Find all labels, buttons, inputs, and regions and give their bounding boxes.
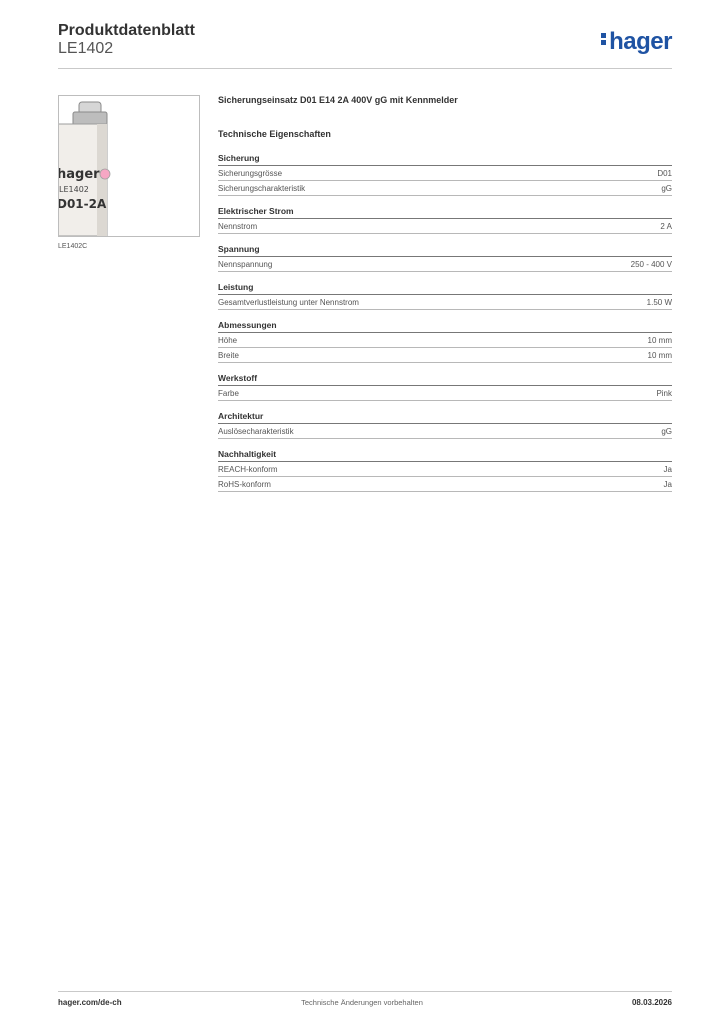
property-row — [218, 348, 672, 363]
footer-notice: Technische Änderungen vorbehalten — [301, 998, 423, 1007]
property-group — [218, 449, 672, 492]
group-title: Abmessungen — [218, 320, 672, 333]
property-row — [218, 181, 672, 196]
property-label: Sicherungsgrösse — [218, 168, 283, 178]
property-row — [218, 333, 672, 348]
group-title: Nachhaltigkeit — [218, 449, 672, 462]
property-label: Nennspannung — [218, 259, 273, 269]
property-groups — [218, 153, 672, 492]
property-label: Farbe — [218, 388, 239, 398]
fuse-print-code: LE1402 — [59, 185, 89, 194]
hager-logo — [601, 28, 672, 56]
property-row — [218, 219, 672, 234]
fuse-indicator-dot — [100, 169, 110, 179]
property-value: 10 mm — [647, 350, 672, 360]
group-title: Architektur — [218, 411, 672, 424]
article-number: LE1402 — [58, 40, 114, 57]
header-divider — [58, 68, 672, 69]
property-row — [218, 166, 672, 181]
product-image-caption: LE1402C — [58, 243, 88, 250]
property-group — [218, 244, 672, 272]
property-label: Nennstrom — [218, 221, 258, 231]
property-row — [218, 477, 672, 492]
fuse-image — [59, 96, 199, 236]
property-label: Sicherungscharakteristik — [218, 183, 306, 193]
logo-dots-icon — [601, 31, 607, 47]
product-content — [218, 95, 672, 492]
fuse-print-rating: D01-2A — [59, 197, 107, 211]
property-group — [218, 153, 672, 196]
group-title: Sicherung — [218, 153, 672, 166]
group-title: Werkstoff — [218, 373, 672, 386]
property-value: gG — [661, 183, 672, 193]
property-label: Breite — [218, 350, 239, 360]
property-value: Ja — [663, 464, 672, 474]
property-group — [218, 206, 672, 234]
property-value: Ja — [663, 479, 672, 489]
logo-text: hager — [609, 28, 672, 55]
group-title: Elektrischer Strom — [218, 206, 672, 219]
property-row — [218, 295, 672, 310]
property-label: REACH-konform — [218, 464, 278, 474]
property-value: 10 mm — [647, 335, 672, 345]
page-title: Produktdatenblatt — [58, 22, 195, 39]
property-group — [218, 282, 672, 310]
property-value: gG — [661, 426, 672, 436]
property-value: 250 - 400 V — [630, 259, 672, 269]
group-title: Spannung — [218, 244, 672, 257]
product-image-frame — [58, 95, 200, 237]
property-row — [218, 462, 672, 477]
property-label: Gesamtverlustleistung unter Nennstrom — [218, 297, 359, 307]
property-row — [218, 257, 672, 272]
property-label: RoHS-konform — [218, 479, 271, 489]
property-value: D01 — [657, 168, 672, 178]
property-group — [218, 411, 672, 439]
property-label: Auslösecharakteristik — [218, 426, 294, 436]
property-group — [218, 320, 672, 363]
property-value: 1.50 W — [646, 297, 672, 307]
footer-divider — [58, 991, 672, 992]
footer-website: hager.com/de-ch — [58, 998, 122, 1007]
section-title: Technische Eigenschaften — [218, 129, 331, 139]
product-title: Sicherungseinsatz D01 E14 2A 400V gG mit Kennmelder — [218, 95, 458, 105]
footer-date: 08.03.2026 — [631, 998, 672, 1007]
property-value: 2 A — [660, 221, 672, 231]
property-row — [218, 386, 672, 401]
property-value: Pink — [656, 388, 672, 398]
group-title: Leistung — [218, 282, 672, 295]
property-label: Höhe — [218, 335, 238, 345]
fuse-print-brand: hager — [59, 167, 100, 182]
property-row — [218, 424, 672, 439]
property-group — [218, 373, 672, 401]
